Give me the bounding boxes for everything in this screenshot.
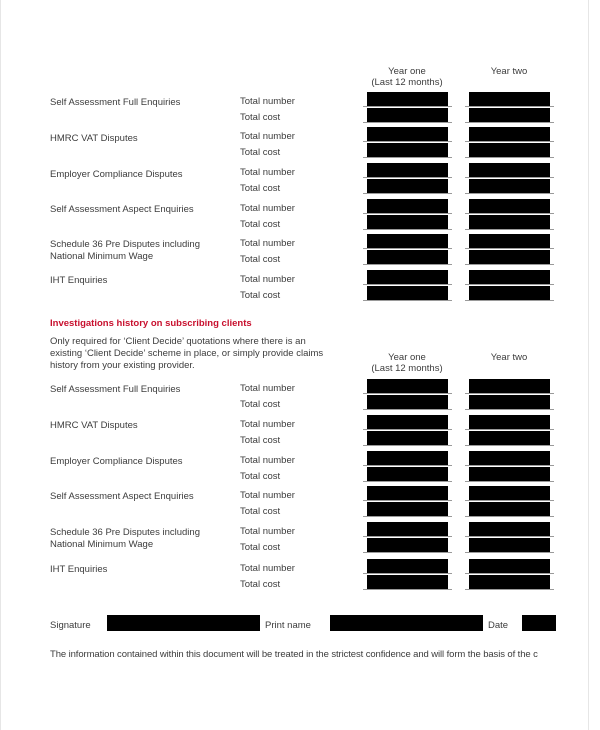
total-cost-label: Total cost (240, 290, 281, 301)
enquiry-label: Schedule 36 Pre Disputes including (50, 239, 200, 250)
total-number-label: Total number (240, 490, 295, 501)
year-two-total-number-field[interactable] (469, 415, 550, 429)
year-one-divider (363, 264, 452, 265)
year-one-total-cost-field[interactable] (367, 250, 448, 264)
year-two-total-cost-field[interactable] (469, 143, 550, 157)
total-number-label: Total number (240, 274, 295, 285)
year-one-divider (363, 445, 452, 446)
total-cost-label: Total cost (240, 506, 281, 517)
year-two-divider (465, 429, 554, 430)
enquiry-label: Employer Compliance Disputes (50, 456, 183, 467)
enquiry-label: Schedule 36 Pre Disputes including (50, 527, 200, 538)
year-one-total-number-field[interactable] (367, 163, 448, 177)
year-two-total-number-field[interactable] (469, 163, 550, 177)
total-cost-label: Total cost (240, 112, 281, 123)
year-one-total-cost-field[interactable] (367, 143, 448, 157)
year-one-divider (363, 465, 452, 466)
total-cost-label: Total cost (240, 147, 281, 158)
col-header-year-one-sub: (Last 12 months) (371, 77, 443, 88)
year-two-total-number-field[interactable] (469, 451, 550, 465)
total-number-label: Total number (240, 167, 295, 178)
total-cost-label: Total cost (240, 399, 281, 410)
year-two-total-number-field[interactable] (469, 127, 550, 141)
year-two-divider (465, 500, 554, 501)
confidentiality-footer: The information contained within this document will be treated in the strictest confidence and will form the basis of the c (50, 649, 538, 660)
signature-field[interactable] (107, 615, 260, 631)
year-two-total-number-field[interactable] (469, 234, 550, 248)
year-one-divider (363, 157, 452, 158)
year-one-total-number-field[interactable] (367, 199, 448, 213)
section-2-intro-line-3: history from your existing provider. (50, 360, 195, 371)
year-one-divider (363, 229, 452, 230)
year-one-divider (363, 284, 452, 285)
year-one-total-number-field[interactable] (367, 127, 448, 141)
total-number-label: Total number (240, 383, 295, 394)
enquiry-label: Employer Compliance Disputes (50, 169, 183, 180)
year-one-total-number-field[interactable] (367, 270, 448, 284)
year-two-total-cost-field[interactable] (469, 179, 550, 193)
year-one-divider (363, 213, 452, 214)
total-cost-label: Total cost (240, 579, 281, 590)
year-two-divider (465, 516, 554, 517)
page-edge-left (0, 0, 1, 730)
section-2-intro-line-1: Only required for ‘Client Decide’ quotations where there is an (50, 336, 306, 347)
year-one-divider (363, 481, 452, 482)
year-one-divider (363, 589, 452, 590)
total-number-label: Total number (240, 131, 295, 142)
year-two-total-cost-field[interactable] (469, 250, 550, 264)
year-one-divider (363, 248, 452, 249)
year-two-divider (465, 177, 554, 178)
year-one-total-cost-field[interactable] (367, 467, 448, 481)
year-two-total-cost-field[interactable] (469, 286, 550, 300)
year-two-divider (465, 106, 554, 107)
section-2-heading: Investigations history on subscribing clients (50, 318, 252, 329)
year-two-total-number-field[interactable] (469, 199, 550, 213)
year-one-divider (363, 141, 452, 142)
total-number-label: Total number (240, 96, 295, 107)
year-two-divider (465, 284, 554, 285)
enquiry-label: Self Assessment Full Enquiries (50, 384, 181, 395)
year-one-divider (363, 536, 452, 537)
year-two-divider (465, 552, 554, 553)
year-one-total-number-field[interactable] (367, 522, 448, 536)
year-one-total-number-field[interactable] (367, 415, 448, 429)
year-one-total-number-field[interactable] (367, 379, 448, 393)
year-two-total-cost-field[interactable] (469, 108, 550, 122)
year-one-total-cost-field[interactable] (367, 286, 448, 300)
signature-label: Signature (50, 620, 91, 631)
enquiry-label: IHT Enquiries (50, 564, 108, 575)
year-two-divider (465, 213, 554, 214)
year-two-total-cost-field[interactable] (469, 215, 550, 229)
year-two-total-cost-field[interactable] (469, 502, 550, 516)
print-name-field[interactable] (330, 615, 483, 631)
year-one-total-number-field[interactable] (367, 234, 448, 248)
year-two-divider (465, 193, 554, 194)
year-two-total-cost-field[interactable] (469, 538, 550, 552)
year-two-divider (465, 445, 554, 446)
year-one-divider (363, 193, 452, 194)
date-label: Date (488, 620, 509, 631)
year-two-total-cost-field[interactable] (469, 431, 550, 445)
year-two-divider (465, 122, 554, 123)
year-two-divider (465, 248, 554, 249)
col-header-year-two-2: Year two (490, 352, 528, 363)
year-two-total-number-field[interactable] (469, 486, 550, 500)
year-one-total-cost-field[interactable] (367, 215, 448, 229)
col-header-year-one-sub-2: (Last 12 months) (371, 363, 443, 374)
total-number-label: Total number (240, 419, 295, 430)
year-one-divider (363, 393, 452, 394)
year-two-total-number-field[interactable] (469, 522, 550, 536)
total-cost-label: Total cost (240, 254, 281, 265)
year-two-total-number-field[interactable] (469, 379, 550, 393)
year-one-total-cost-field[interactable] (367, 431, 448, 445)
year-two-total-number-field[interactable] (469, 92, 550, 106)
year-two-divider (465, 589, 554, 590)
year-one-divider (363, 500, 452, 501)
enquiry-label: HMRC VAT Disputes (50, 133, 138, 144)
year-one-divider (363, 573, 452, 574)
year-one-divider (363, 552, 452, 553)
year-one-total-number-field[interactable] (367, 486, 448, 500)
year-two-divider (465, 481, 554, 482)
year-two-divider (465, 536, 554, 537)
year-two-divider (465, 393, 554, 394)
year-one-total-number-field[interactable] (367, 92, 448, 106)
enquiry-label: IHT Enquiries (50, 275, 108, 286)
year-one-total-cost-field[interactable] (367, 575, 448, 589)
year-one-total-cost-field[interactable] (367, 108, 448, 122)
total-number-label: Total number (240, 238, 295, 249)
year-two-total-cost-field[interactable] (469, 467, 550, 481)
year-two-divider (465, 300, 554, 301)
enquiry-label: HMRC VAT Disputes (50, 420, 138, 431)
year-one-total-cost-field[interactable] (367, 502, 448, 516)
col-header-year-two: Year two (490, 66, 528, 77)
year-one-divider (363, 409, 452, 410)
page-edge-right (588, 0, 589, 730)
total-cost-label: Total cost (240, 183, 281, 194)
total-number-label: Total number (240, 563, 295, 574)
year-two-divider (465, 409, 554, 410)
print-name-label: Print name (265, 620, 311, 631)
year-one-total-cost-field[interactable] (367, 179, 448, 193)
year-one-total-cost-field[interactable] (367, 395, 448, 409)
col-header-year-one-2: Year one (388, 352, 426, 363)
year-two-total-cost-field[interactable] (469, 395, 550, 409)
year-two-divider (465, 465, 554, 466)
year-one-divider (363, 122, 452, 123)
enquiry-label-line-2: National Minimum Wage (50, 539, 154, 550)
enquiry-label: Self Assessment Aspect Enquiries (50, 491, 194, 502)
total-number-label: Total number (240, 203, 295, 214)
year-two-total-number-field[interactable] (469, 270, 550, 284)
year-one-divider (363, 516, 452, 517)
col-header-year-one: Year one (388, 66, 426, 77)
year-two-total-cost-field[interactable] (469, 575, 550, 589)
year-one-divider (363, 429, 452, 430)
year-two-divider (465, 157, 554, 158)
enquiry-label: Self Assessment Aspect Enquiries (50, 204, 194, 215)
year-one-total-number-field[interactable] (367, 559, 448, 573)
total-cost-label: Total cost (240, 435, 281, 446)
year-one-total-number-field[interactable] (367, 451, 448, 465)
year-two-total-number-field[interactable] (469, 559, 550, 573)
total-cost-label: Total cost (240, 542, 281, 553)
year-one-total-cost-field[interactable] (367, 538, 448, 552)
enquiry-label-line-2: National Minimum Wage (50, 251, 154, 262)
year-one-divider (363, 106, 452, 107)
date-field[interactable] (522, 615, 556, 631)
year-two-divider (465, 573, 554, 574)
year-two-divider (465, 141, 554, 142)
year-two-divider (465, 229, 554, 230)
total-cost-label: Total cost (240, 219, 281, 230)
year-two-divider (465, 264, 554, 265)
total-number-label: Total number (240, 526, 295, 537)
total-cost-label: Total cost (240, 471, 281, 482)
total-number-label: Total number (240, 455, 295, 466)
section-2-intro-line-2: existing ‘Client Decide’ scheme in place, or simply provide claims (50, 348, 324, 359)
year-one-divider (363, 300, 452, 301)
enquiry-label: Self Assessment Full Enquiries (50, 97, 181, 108)
year-one-divider (363, 177, 452, 178)
